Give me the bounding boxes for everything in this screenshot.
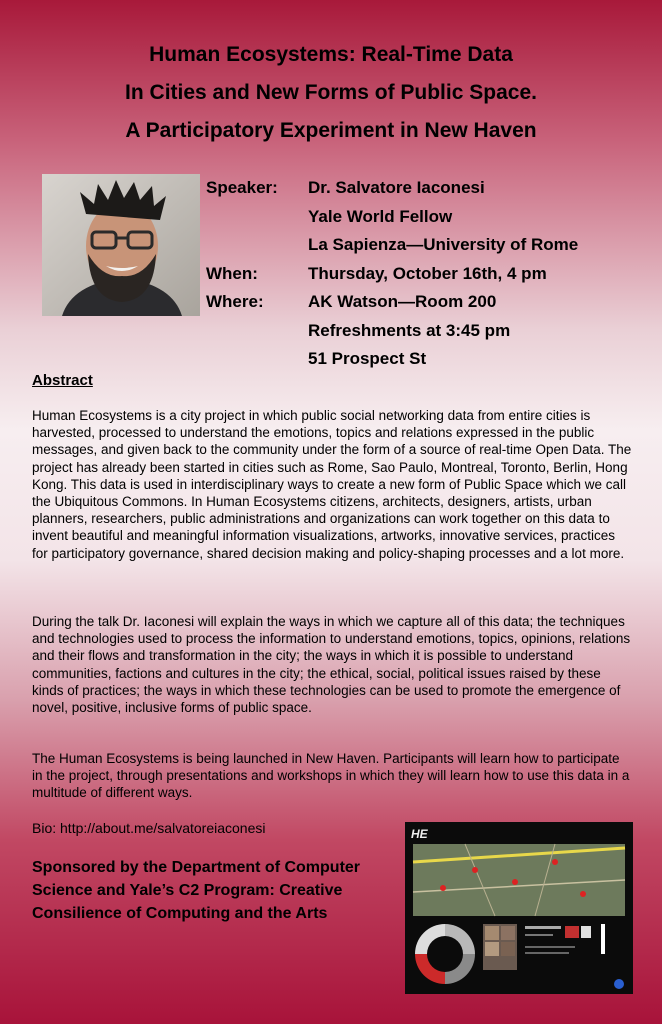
- when-label: When:: [206, 263, 258, 283]
- when-value: Thursday, October 16th, 4 pm: [308, 263, 547, 283]
- abstract-heading: Abstract: [32, 372, 93, 389]
- title-line-3: A Participatory Experiment in New Haven: [125, 119, 537, 142]
- where-value: AK Watson—Room 200: [308, 292, 497, 312]
- speaker-title: Yale World Fellow: [308, 206, 453, 226]
- sponsor-text: Sponsored by the Department of Computer Science and Yale’s C2 Program: Creative Consilience of Computing and the Arts: [32, 859, 361, 922]
- speaker-photo: [42, 174, 200, 316]
- address: 51 Prospect St: [308, 349, 427, 369]
- title-line-1: Human Ecosystems: Real-Time Data: [149, 43, 513, 66]
- abstract-paragraph-3: The Human Ecosystems is being launched in New Haven. Participants will learn how to participate in the project, through presentations and workshops in which they will learn how to use this data in a multitude of different ways.: [32, 751, 630, 801]
- bio-link: Bio: http://about.me/salvatoreiaconesi: [32, 820, 266, 836]
- speaker-name: Dr. Salvatore Iaconesi: [308, 178, 485, 198]
- abstract-paragraph-1: Human Ecosystems is a city project in which public social networking data from entire cities is harvested, processed to understand the emotions, topics and relations expressed in the public messages, and given back to the community under the form of a source of real-time Open Data. The project has already been started in cities such as Rome, Sao Paulo, Montreal, Toronto, Berlin, Hong Kong. This data is used in interdisciplinary ways to create a new form of Public Space which we call the Ubiquitous Commons. In Human Ecosystems citizens, architects, designers, artists, urban planners, researchers, public administrations and organizations can work together on this data to invent beautiful and meaningful information visualizations, artworks, innovative services, practices for participatory governance, shared decision making and policy-shaping processes and a lot more.: [32, 408, 632, 561]
- speaker-affiliation: La Sapienza—University of Rome: [308, 235, 579, 255]
- event-details: [206, 174, 646, 374]
- poster-title: [0, 36, 662, 150]
- where-label: Where:: [206, 292, 264, 312]
- abstract-paragraph-2: During the talk Dr. Iaconesi will explain the ways in which we capture all of this data; the techniques and technologies used to process the information to understand emotions, topics, opinions, relations and their flows and transformation in the city; the ways in which it is possible to understand communities, factions and cultures in the city; the ethical, social, political issues raised by these kinds of practices; the ways in which these technologies can be used to promote the emergence of novel, positive, inclusive forms of public space.: [32, 614, 631, 716]
- title-line-2: In Cities and New Forms of Public Space.: [125, 81, 537, 104]
- project-screenshot: [405, 822, 633, 994]
- speaker-label: Speaker:: [206, 178, 278, 198]
- screenshot-logo: HE: [411, 827, 428, 841]
- refreshments: Refreshments at 3:45 pm: [308, 320, 511, 340]
